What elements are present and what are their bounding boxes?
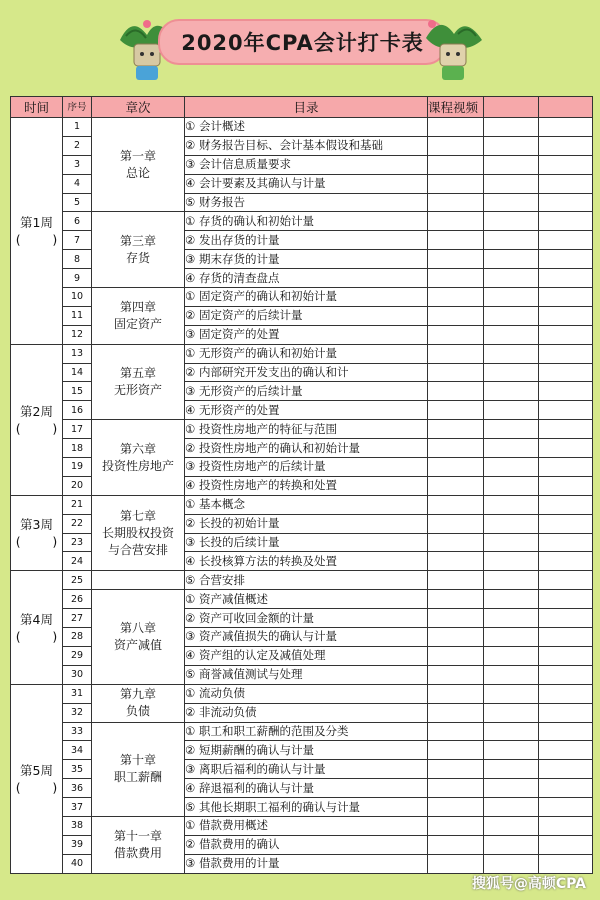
video-checkbox-cell[interactable] bbox=[484, 401, 539, 420]
video-checkbox-cell[interactable] bbox=[484, 854, 539, 873]
video-checkbox-cell[interactable] bbox=[539, 495, 593, 514]
video-checkbox-cell[interactable] bbox=[484, 136, 539, 155]
video-checkbox-cell[interactable] bbox=[539, 231, 593, 250]
video-checkbox-cell[interactable] bbox=[484, 231, 539, 250]
contents-item: ② 财务报告目标、会计基本假设和基础 bbox=[185, 136, 428, 155]
week-cell bbox=[11, 495, 63, 571]
video-checkbox-cell[interactable] bbox=[539, 760, 593, 779]
video-checkbox-cell[interactable] bbox=[428, 155, 484, 174]
video-checkbox-cell[interactable] bbox=[484, 590, 539, 609]
video-checkbox-cell[interactable] bbox=[539, 344, 593, 363]
video-checkbox-cell[interactable] bbox=[428, 458, 484, 477]
video-checkbox-cell[interactable] bbox=[539, 193, 593, 212]
contents-item: ④ 投资性房地产的转换和处置 bbox=[185, 476, 428, 495]
contents-item: ③ 资产减值损失的确认与计量 bbox=[185, 628, 428, 647]
week-date-paren[interactable]: ( ) bbox=[15, 628, 58, 644]
header-blank-1 bbox=[484, 97, 539, 118]
video-checkbox-cell[interactable] bbox=[539, 363, 593, 382]
mascot-right-icon bbox=[418, 10, 488, 90]
video-checkbox-cell[interactable] bbox=[484, 174, 539, 193]
video-checkbox-cell[interactable] bbox=[484, 212, 539, 231]
video-checkbox-cell[interactable] bbox=[539, 684, 593, 703]
contents-item: ② 短期薪酬的确认与计量 bbox=[185, 741, 428, 760]
chapter-cell bbox=[92, 288, 185, 345]
table-row bbox=[11, 571, 593, 590]
seq-cell: 5 bbox=[63, 193, 92, 212]
video-checkbox-cell[interactable] bbox=[428, 212, 484, 231]
video-checkbox-cell[interactable] bbox=[428, 703, 484, 722]
chapter-line2: 资产减值 bbox=[113, 637, 162, 652]
seq-cell: 13 bbox=[63, 344, 92, 363]
video-checkbox-cell[interactable] bbox=[484, 325, 539, 344]
week-date-paren[interactable]: ( ) bbox=[15, 231, 58, 247]
table-row bbox=[11, 684, 593, 703]
chapter-line1: 第八章 bbox=[119, 620, 156, 635]
seq-cell: 24 bbox=[63, 552, 92, 571]
video-checkbox-cell[interactable] bbox=[484, 835, 539, 854]
video-checkbox-cell[interactable] bbox=[539, 646, 593, 665]
video-checkbox-cell[interactable] bbox=[428, 760, 484, 779]
contents-item: ① 固定资产的确认和初始计量 bbox=[185, 288, 428, 307]
video-checkbox-cell[interactable] bbox=[484, 250, 539, 269]
video-checkbox-cell[interactable] bbox=[484, 628, 539, 647]
chapter-line1: 第十章 bbox=[119, 753, 156, 768]
seq-cell: 22 bbox=[63, 514, 92, 533]
video-checkbox-cell[interactable] bbox=[484, 741, 539, 760]
video-checkbox-cell[interactable] bbox=[428, 779, 484, 798]
video-checkbox-cell[interactable] bbox=[484, 476, 539, 495]
chapter-cell bbox=[92, 571, 185, 590]
video-checkbox-cell[interactable] bbox=[539, 269, 593, 288]
video-checkbox-cell[interactable] bbox=[484, 269, 539, 288]
seq-cell: 11 bbox=[63, 306, 92, 325]
contents-item: ① 资产减值概述 bbox=[185, 590, 428, 609]
video-checkbox-cell[interactable] bbox=[428, 325, 484, 344]
seq-cell: 3 bbox=[63, 155, 92, 174]
video-checkbox-cell[interactable] bbox=[539, 628, 593, 647]
seq-cell: 4 bbox=[63, 174, 92, 193]
video-checkbox-cell[interactable] bbox=[428, 476, 484, 495]
video-checkbox-cell[interactable] bbox=[484, 514, 539, 533]
video-checkbox-cell[interactable] bbox=[539, 665, 593, 684]
seq-cell: 17 bbox=[63, 420, 92, 439]
table-row bbox=[11, 495, 593, 514]
contents-item: ⑤ 合营安排 bbox=[185, 571, 428, 590]
table-row bbox=[11, 212, 593, 231]
video-checkbox-cell[interactable] bbox=[428, 665, 484, 684]
contents-item: ① 职工和职工薪酬的范围及分类 bbox=[185, 722, 428, 741]
week-label: 第1周 bbox=[20, 214, 53, 230]
video-checkbox-cell[interactable] bbox=[484, 665, 539, 684]
seq-cell: 10 bbox=[63, 288, 92, 307]
seq-cell: 34 bbox=[63, 741, 92, 760]
table-row bbox=[11, 118, 593, 137]
chapter-line2: 总论 bbox=[125, 165, 150, 180]
video-checkbox-cell[interactable] bbox=[484, 288, 539, 307]
contents-item: ④ 资产组的认定及减值处理 bbox=[185, 646, 428, 665]
seq-cell: 18 bbox=[63, 439, 92, 458]
week-label: 第3周 bbox=[20, 517, 53, 533]
chapter-cell bbox=[92, 344, 185, 420]
week-label: 第2周 bbox=[20, 403, 53, 419]
video-checkbox-cell[interactable] bbox=[484, 193, 539, 212]
video-checkbox-cell[interactable] bbox=[539, 458, 593, 477]
video-checkbox-cell[interactable] bbox=[484, 458, 539, 477]
video-checkbox-cell[interactable] bbox=[428, 684, 484, 703]
chapter-cell bbox=[92, 420, 185, 496]
chapter-cell bbox=[92, 212, 185, 288]
video-checkbox-cell[interactable] bbox=[539, 816, 593, 835]
video-checkbox-cell[interactable] bbox=[484, 703, 539, 722]
week-label: 第4周 bbox=[20, 611, 53, 627]
video-checkbox-cell[interactable] bbox=[428, 628, 484, 647]
table-header-row bbox=[11, 97, 593, 118]
seq-cell: 35 bbox=[63, 760, 92, 779]
video-checkbox-cell[interactable] bbox=[428, 552, 484, 571]
video-checkbox-cell[interactable] bbox=[539, 533, 593, 552]
chapter-cell bbox=[92, 816, 185, 873]
chapter-cell bbox=[92, 495, 185, 571]
contents-item: ③ 固定资产的处置 bbox=[185, 325, 428, 344]
contents-item: ④ 存货的清查盘点 bbox=[185, 269, 428, 288]
video-checkbox-cell[interactable] bbox=[428, 609, 484, 628]
seq-cell: 37 bbox=[63, 798, 92, 817]
contents-item: ② 非流动负债 bbox=[185, 703, 428, 722]
seq-cell: 20 bbox=[63, 476, 92, 495]
video-checkbox-cell[interactable] bbox=[484, 439, 539, 458]
header-time: 时间 bbox=[11, 97, 63, 118]
contents-item: ① 借款费用概述 bbox=[185, 816, 428, 835]
video-checkbox-cell[interactable] bbox=[539, 590, 593, 609]
video-checkbox-cell[interactable] bbox=[428, 439, 484, 458]
video-checkbox-cell[interactable] bbox=[428, 136, 484, 155]
video-checkbox-cell[interactable] bbox=[428, 741, 484, 760]
checkin-table bbox=[10, 96, 593, 874]
video-checkbox-cell[interactable] bbox=[539, 136, 593, 155]
seq-cell: 7 bbox=[63, 231, 92, 250]
contents-item: ⑤ 其他长期职工福利的确认与计量 bbox=[185, 798, 428, 817]
video-checkbox-cell[interactable] bbox=[539, 439, 593, 458]
table-row bbox=[11, 722, 593, 741]
video-checkbox-cell[interactable] bbox=[539, 722, 593, 741]
contents-item: ④ 无形资产的处置 bbox=[185, 401, 428, 420]
video-checkbox-cell[interactable] bbox=[539, 174, 593, 193]
contents-item: ③ 长投的后续计量 bbox=[185, 533, 428, 552]
contents-item: ① 基本概念 bbox=[185, 495, 428, 514]
watermark: 搜狐号@高顿CPA bbox=[471, 876, 586, 892]
video-checkbox-cell[interactable] bbox=[539, 514, 593, 533]
table-row bbox=[11, 420, 593, 439]
table-row bbox=[11, 344, 593, 363]
seq-cell: 19 bbox=[63, 458, 92, 477]
contents-item: ① 流动负债 bbox=[185, 684, 428, 703]
seq-cell: 14 bbox=[63, 363, 92, 382]
video-checkbox-cell[interactable] bbox=[539, 401, 593, 420]
seq-cell: 15 bbox=[63, 382, 92, 401]
seq-cell: 36 bbox=[63, 779, 92, 798]
seq-cell: 8 bbox=[63, 250, 92, 269]
seq-cell: 2 bbox=[63, 136, 92, 155]
video-checkbox-cell[interactable] bbox=[539, 571, 593, 590]
video-checkbox-cell[interactable] bbox=[539, 325, 593, 344]
week-label: 第5周 bbox=[20, 762, 53, 778]
video-checkbox-cell[interactable] bbox=[428, 798, 484, 817]
video-checkbox-cell[interactable] bbox=[539, 798, 593, 817]
table-row bbox=[11, 288, 593, 307]
video-checkbox-cell[interactable] bbox=[539, 609, 593, 628]
chapter-line2: 无形资产 bbox=[113, 382, 162, 397]
contents-item: ① 无形资产的确认和初始计量 bbox=[185, 344, 428, 363]
chapter-line1: 第一章 bbox=[119, 148, 156, 163]
seq-cell: 33 bbox=[63, 722, 92, 741]
header-video: 课程视频 bbox=[428, 97, 484, 118]
video-checkbox-cell[interactable] bbox=[484, 533, 539, 552]
video-checkbox-cell[interactable] bbox=[428, 344, 484, 363]
chapter-cell bbox=[92, 118, 185, 212]
contents-item: ② 发出存货的计量 bbox=[185, 231, 428, 250]
contents-item: ⑤ 商誉减值测试与处理 bbox=[185, 665, 428, 684]
video-checkbox-cell[interactable] bbox=[428, 533, 484, 552]
seq-cell: 16 bbox=[63, 401, 92, 420]
chapter-line1: 第三章 bbox=[119, 233, 156, 248]
contents-item: ② 长投的初始计量 bbox=[185, 514, 428, 533]
contents-item: ③ 期末存货的计量 bbox=[185, 250, 428, 269]
video-checkbox-cell[interactable] bbox=[428, 382, 484, 401]
video-checkbox-cell[interactable] bbox=[428, 495, 484, 514]
video-checkbox-cell[interactable] bbox=[484, 552, 539, 571]
video-checkbox-cell[interactable] bbox=[428, 118, 484, 137]
chapter-line2: 投资性房地产 bbox=[101, 458, 174, 473]
video-checkbox-cell[interactable] bbox=[539, 250, 593, 269]
seq-cell: 26 bbox=[63, 590, 92, 609]
contents-item: ① 投资性房地产的特征与范围 bbox=[185, 420, 428, 439]
seq-cell: 38 bbox=[63, 816, 92, 835]
chapter-line2: 固定资产 bbox=[113, 316, 162, 331]
video-checkbox-cell[interactable] bbox=[484, 306, 539, 325]
video-checkbox-cell[interactable] bbox=[484, 646, 539, 665]
video-checkbox-cell[interactable] bbox=[428, 231, 484, 250]
video-checkbox-cell[interactable] bbox=[428, 816, 484, 835]
week-cell bbox=[11, 118, 63, 345]
chapter-line2: 存货 bbox=[125, 250, 150, 265]
video-checkbox-cell[interactable] bbox=[484, 420, 539, 439]
contents-item: ③ 无形资产的后续计量 bbox=[185, 382, 428, 401]
contents-item: ① 存货的确认和初始计量 bbox=[185, 212, 428, 231]
chapter-line1: 第七章 bbox=[119, 508, 156, 523]
week-cell bbox=[11, 571, 63, 684]
video-checkbox-cell[interactable] bbox=[428, 174, 484, 193]
video-checkbox-cell[interactable] bbox=[484, 779, 539, 798]
chapter-line1: 第十一章 bbox=[113, 828, 162, 843]
header-blank-2 bbox=[539, 97, 593, 118]
header-chapter: 章次 bbox=[92, 97, 185, 118]
video-checkbox-cell[interactable] bbox=[539, 306, 593, 325]
video-checkbox-cell[interactable] bbox=[539, 854, 593, 873]
video-checkbox-cell[interactable] bbox=[484, 798, 539, 817]
video-checkbox-cell[interactable] bbox=[428, 250, 484, 269]
chapter-cell bbox=[92, 590, 185, 684]
seq-cell: 12 bbox=[63, 325, 92, 344]
video-checkbox-cell[interactable] bbox=[428, 590, 484, 609]
seq-cell: 21 bbox=[63, 495, 92, 514]
seq-cell: 28 bbox=[63, 628, 92, 647]
video-checkbox-cell[interactable] bbox=[539, 552, 593, 571]
table-row bbox=[11, 590, 593, 609]
week-date-paren[interactable]: ( ) bbox=[15, 420, 58, 436]
contents-item: ③ 投资性房地产的后续计量 bbox=[185, 458, 428, 477]
video-checkbox-cell[interactable] bbox=[484, 684, 539, 703]
chapter-line1: 第五章 bbox=[119, 365, 156, 380]
video-checkbox-cell[interactable] bbox=[539, 382, 593, 401]
header-seq: 序号 bbox=[63, 97, 92, 118]
chapter-line1: 第四章 bbox=[119, 299, 156, 314]
chapter-cell bbox=[92, 722, 185, 816]
week-cell bbox=[11, 344, 63, 495]
video-checkbox-cell[interactable] bbox=[539, 703, 593, 722]
week-cell bbox=[11, 684, 63, 873]
video-checkbox-cell[interactable] bbox=[484, 571, 539, 590]
table-row bbox=[11, 816, 593, 835]
video-checkbox-cell[interactable] bbox=[484, 495, 539, 514]
seq-cell: 32 bbox=[63, 703, 92, 722]
contents-item: ④ 辞退福利的确认与计量 bbox=[185, 779, 428, 798]
video-checkbox-cell[interactable] bbox=[484, 118, 539, 137]
week-date-paren[interactable]: ( ) bbox=[15, 779, 58, 795]
seq-cell: 29 bbox=[63, 646, 92, 665]
seq-cell: 1 bbox=[63, 118, 92, 137]
video-checkbox-cell[interactable] bbox=[539, 779, 593, 798]
video-checkbox-cell[interactable] bbox=[484, 816, 539, 835]
contents-item: ② 资产可收回金额的计量 bbox=[185, 609, 428, 628]
video-checkbox-cell[interactable] bbox=[428, 288, 484, 307]
contents-item: ② 固定资产的后续计量 bbox=[185, 306, 428, 325]
contents-item: ② 借款费用的确认 bbox=[185, 835, 428, 854]
video-checkbox-cell[interactable] bbox=[428, 722, 484, 741]
seq-cell: 6 bbox=[63, 212, 92, 231]
seq-cell: 27 bbox=[63, 609, 92, 628]
video-checkbox-cell[interactable] bbox=[539, 118, 593, 137]
video-checkbox-cell[interactable] bbox=[539, 212, 593, 231]
video-checkbox-cell[interactable] bbox=[484, 363, 539, 382]
video-checkbox-cell[interactable] bbox=[484, 382, 539, 401]
video-checkbox-cell[interactable] bbox=[484, 609, 539, 628]
video-checkbox-cell[interactable] bbox=[539, 476, 593, 495]
video-checkbox-cell[interactable] bbox=[539, 741, 593, 760]
contents-item: ④ 长投核算方法的转换及处置 bbox=[185, 552, 428, 571]
video-checkbox-cell[interactable] bbox=[484, 722, 539, 741]
contents-item: ③ 离职后福利的确认与计量 bbox=[185, 760, 428, 779]
chapter-line2: 借款费用 bbox=[113, 845, 162, 860]
video-checkbox-cell[interactable] bbox=[428, 193, 484, 212]
chapter-line2: 职工薪酬 bbox=[113, 770, 162, 785]
video-checkbox-cell[interactable] bbox=[428, 571, 484, 590]
chapter-line3: 与合营安排 bbox=[107, 542, 168, 557]
week-date-paren[interactable]: ( ) bbox=[15, 534, 58, 550]
video-checkbox-cell[interactable] bbox=[428, 646, 484, 665]
chapter-line2: 负债 bbox=[125, 704, 150, 719]
video-checkbox-cell[interactable] bbox=[428, 420, 484, 439]
chapter-line1: 第六章 bbox=[119, 441, 156, 456]
seq-cell: 23 bbox=[63, 533, 92, 552]
video-checkbox-cell[interactable] bbox=[428, 854, 484, 873]
page-title: 2020年CPA会计打卡表 bbox=[158, 19, 447, 65]
header-contents: 目录 bbox=[185, 97, 428, 118]
video-checkbox-cell[interactable] bbox=[428, 363, 484, 382]
contents-item: ④ 会计要素及其确认与计量 bbox=[185, 174, 428, 193]
seq-cell: 9 bbox=[63, 269, 92, 288]
seq-cell: 25 bbox=[63, 571, 92, 590]
video-checkbox-cell[interactable] bbox=[428, 514, 484, 533]
video-checkbox-cell[interactable] bbox=[428, 269, 484, 288]
video-checkbox-cell[interactable] bbox=[484, 760, 539, 779]
contents-item: ③ 借款费用的计量 bbox=[185, 854, 428, 873]
seq-cell: 31 bbox=[63, 684, 92, 703]
video-checkbox-cell[interactable] bbox=[428, 835, 484, 854]
video-checkbox-cell[interactable] bbox=[428, 306, 484, 325]
seq-cell: 40 bbox=[63, 854, 92, 873]
chapter-line1: 第九章 bbox=[119, 687, 156, 702]
contents-item: ⑤ 财务报告 bbox=[185, 193, 428, 212]
video-checkbox-cell[interactable] bbox=[539, 288, 593, 307]
video-checkbox-cell[interactable] bbox=[484, 155, 539, 174]
seq-cell: 39 bbox=[63, 835, 92, 854]
video-checkbox-cell[interactable] bbox=[539, 835, 593, 854]
contents-item: ② 投资性房地产的确认和初始计量 bbox=[185, 439, 428, 458]
title-banner bbox=[0, 0, 600, 92]
video-checkbox-cell[interactable] bbox=[539, 420, 593, 439]
video-checkbox-cell[interactable] bbox=[539, 155, 593, 174]
contents-item: ③ 会计信息质量要求 bbox=[185, 155, 428, 174]
video-checkbox-cell[interactable] bbox=[428, 401, 484, 420]
seq-cell: 30 bbox=[63, 665, 92, 684]
video-checkbox-cell[interactable] bbox=[484, 344, 539, 363]
chapter-line2: 长期股权投资 bbox=[101, 525, 174, 540]
contents-item: ② 内部研究开发支出的确认和计 bbox=[185, 363, 428, 382]
chapter-cell bbox=[92, 684, 185, 722]
contents-item: ① 会计概述 bbox=[185, 118, 428, 137]
